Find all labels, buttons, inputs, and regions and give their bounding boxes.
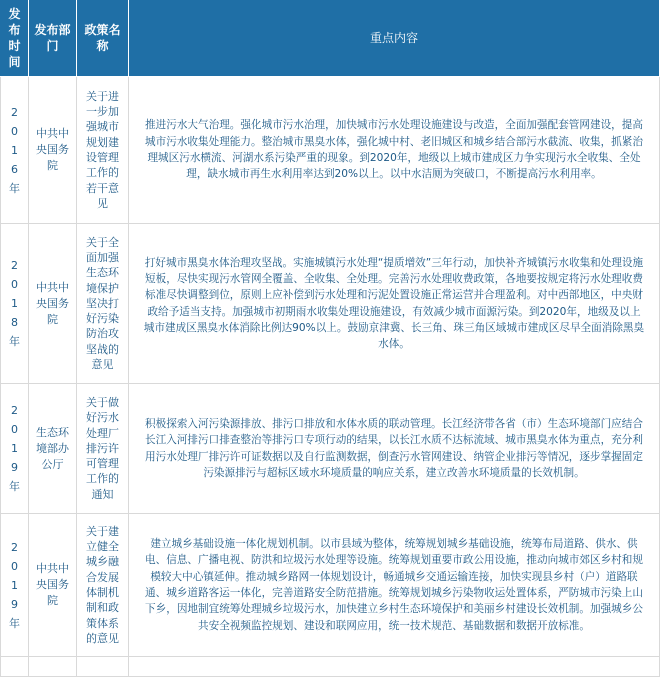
policy-cell: 关于全面加强生态环境保护坚决打好污染防治攻坚战的意见 (77, 224, 129, 383)
header-year: 发布时间 (0, 0, 29, 76)
content-cell: 建立城乡基础设施一体化规划机制。以市县域为整体，统筹规划城乡基础设施，统筹布局道路、供水、供电、信息、广播电视、防洪和垃圾污水处理等设施。统筹规划重要市政公用设施，推动向城市郊区乡村和规模较大中心镇延伸。推动城乡路网一体规划设计，畅通城乡交通运输连接，加快实现县乡村（户）道路联通、城乡道路客运一体化，完善道路安全防范措施。统筹规划城乡污染物收运处置体系，严防城市污染上山下乡，因地制宜统筹处理城乡垃圾污水，加快建立乡村生态环境保护和美丽乡村建设长效机制。加强城乡公共安全视频监控规划、建设和联网应用，统一技术规范、基础数据和数据开放标准。 (129, 514, 660, 656)
year-cell (0, 514, 29, 656)
table-row-partial (0, 657, 660, 677)
year-cell (0, 384, 29, 513)
year-text: 2018年 (9, 259, 20, 348)
dept-cell: 中共中央国务院 (29, 514, 77, 656)
header-policy: 政策名称 (77, 0, 129, 76)
year-text: 2016年 (9, 105, 20, 195)
table-row (0, 384, 660, 514)
content-cell: 积极探索入河污染源排放、排污口排放和水体水质的联动管理。长江经济带各省（市）生态环境部门应结合长江入河排污口排查整治等排污口专项行动的结果，以长江水质不达标流域、城市黑臭水体为重点，充分利用污水处理厂排污许可证数据以及自行监测数据，倒查污水管网建设、纳管企业排污等情况，逐步掌握固定污染源排污与超标区域水环境质量的响应关系，建立改善水环境质量的长效机制。 (129, 384, 660, 513)
year-text: 2019年 (9, 404, 20, 493)
header-dept: 发布部门 (29, 0, 77, 76)
header-content: 重点内容 (129, 0, 660, 76)
policy-cell: 关于做好污水处理厂排污许可管理工作的通知 (77, 384, 129, 513)
dept-cell: 中共中央国务院 (29, 224, 77, 383)
year-cell (0, 77, 29, 223)
table-header-row (0, 0, 660, 77)
year-cell (0, 224, 29, 383)
content-cell: 推进污水大气治理。强化城市污水治理，加快城市污水处理设施建设与改造，全面加强配套管网建设，提高城市污水收集处理能力。整治城市黑臭水体，强化城中村、老旧城区和城乡结合部污水截流、收集，抓紧治理城区污水横流、河湖水系污染严重的现象。到2020年，地级以上城市建成区力争实现污水全收集、全处理，缺水城市再生水利用率达到20%以上。以中水洁厕为突破口，不断提高污水利用率。 (129, 77, 660, 223)
dept-cell: 中共中央国务院 (29, 77, 77, 223)
table-row (0, 224, 660, 384)
content-cell: 打好城市黑臭水体治理攻坚战。实施城镇污水处理“提质增效”三年行动，加快补齐城镇污水收集和处理设施短板，尽快实现污水管网全覆盖、全收集、全处理。完善污水处理收费政策，各地要按规定将污水处理收费标准尽快调整到位，原则上应补偿到污水处理和污泥处置设施正常运营并合理盈利。对中西部地区，中央财政给予适当支持。加强城市初期雨水收集处理设施建设，有效减少城市面源污染。到2020年，地级及以上城市建成区黑臭水体消除比例达90%以上。鼓励京津冀、长三角、珠三角区域城市建成区尽早全面消除黑臭水体。 (129, 224, 660, 383)
year-text: 2019年 (9, 540, 20, 630)
policy-cell: 关于建立健全城乡融合发展体制机制和政策体系的意见 (77, 514, 129, 656)
table-row (0, 77, 660, 224)
table-row (0, 514, 660, 657)
policy-cell: 关于进一步加强城市规划建设管理工作的若干意见 (77, 77, 129, 223)
dept-cell: 生态环境部办公厅 (29, 384, 77, 513)
